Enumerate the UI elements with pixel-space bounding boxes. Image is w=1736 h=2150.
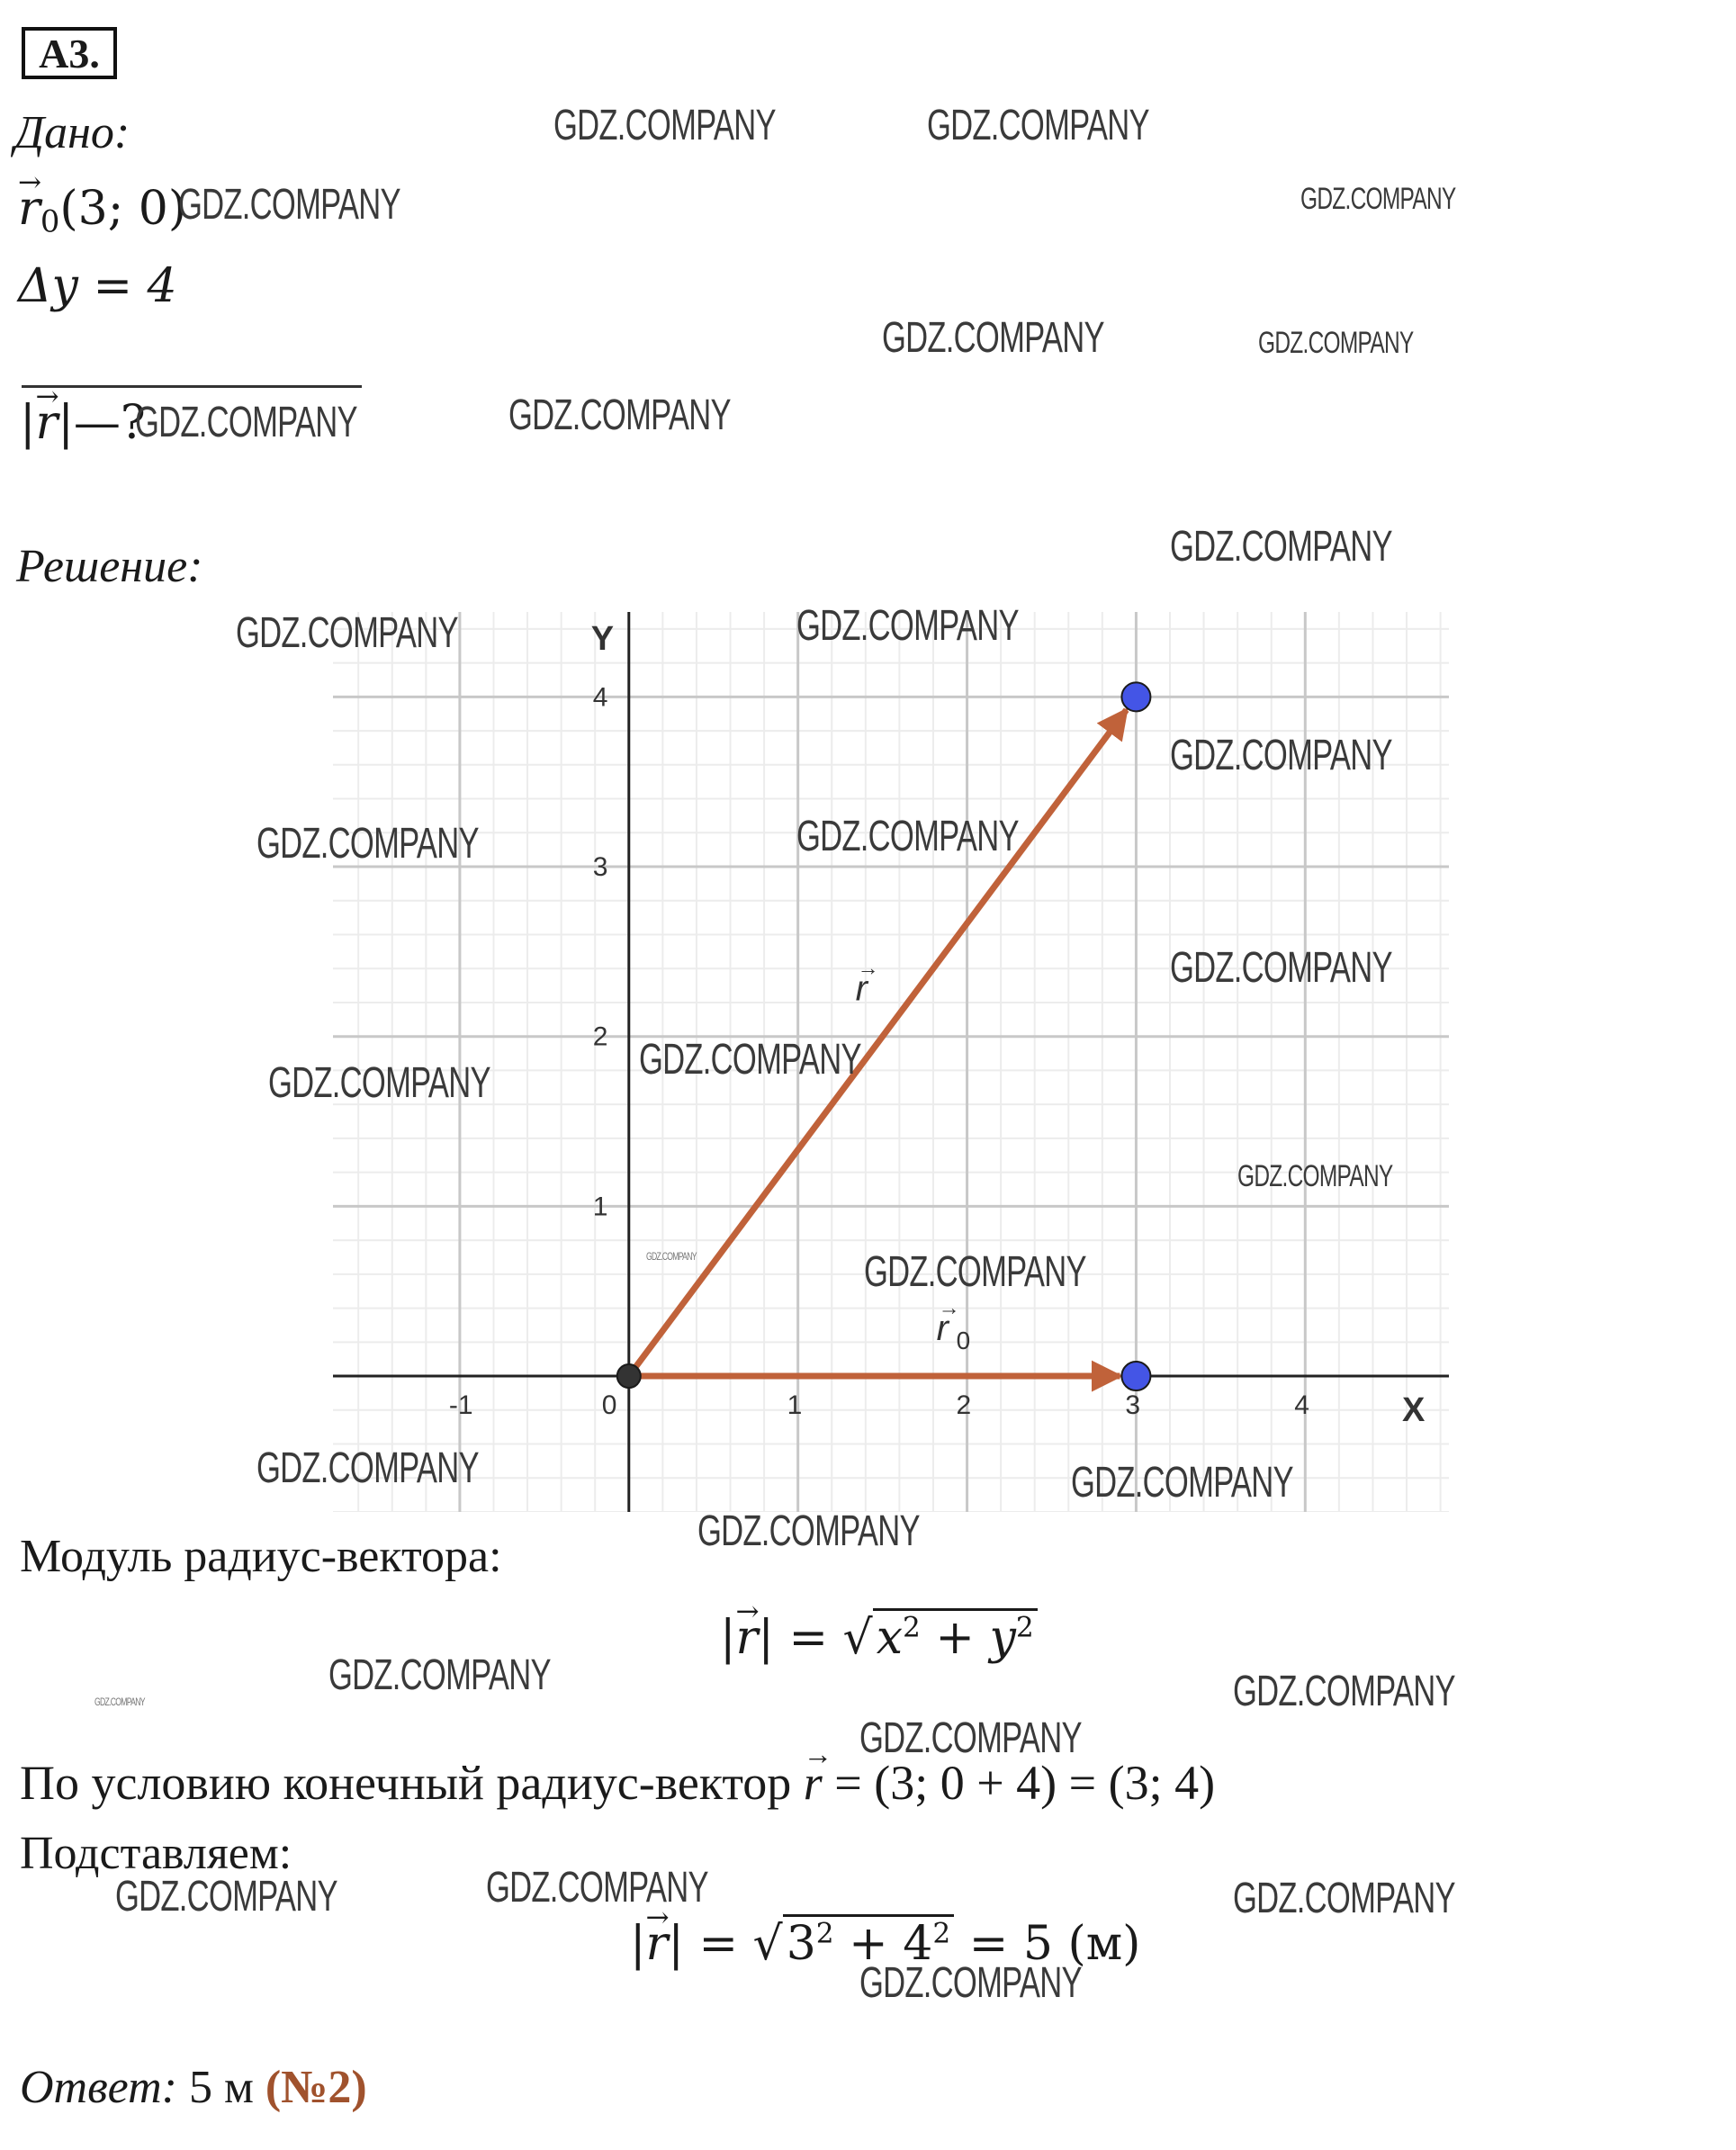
y-tick-label: 1 bbox=[592, 1192, 608, 1222]
watermark: GDZ.COMPANY bbox=[1300, 182, 1456, 216]
watermark: GDZ.COMPANY bbox=[796, 813, 1019, 860]
watermark: GDZ.COMPANY bbox=[328, 1651, 551, 1699]
given-divider bbox=[22, 385, 362, 388]
watermark: GDZ.COMPANY bbox=[639, 1036, 861, 1084]
y-tick-label: 4 bbox=[592, 682, 608, 713]
given-r0 bbox=[18, 182, 186, 238]
calc-base2: 4 bbox=[903, 1917, 933, 1971]
r0-vector-label: r bbox=[936, 1309, 949, 1349]
watermark: GDZ.COMPANY bbox=[1233, 1668, 1455, 1715]
given-label: Дано: bbox=[14, 107, 130, 158]
watermark: GDZ.COMPANY bbox=[646, 1250, 697, 1263]
x-tick-label: 3 bbox=[1125, 1390, 1141, 1421]
watermark: GDZ.COMPANY bbox=[927, 102, 1149, 149]
r-symbol-condition: → r bbox=[804, 1755, 823, 1811]
watermark: GDZ.COMPANY bbox=[256, 820, 479, 868]
formula-y: y bbox=[989, 1611, 1016, 1665]
watermark: GDZ.COMPANY bbox=[268, 1059, 490, 1107]
watermark: GDZ.COMPANY bbox=[697, 1507, 920, 1555]
watermark: GDZ.COMPANY bbox=[508, 391, 731, 439]
r-vector-label-arrow: → bbox=[857, 956, 879, 981]
watermark: GDZ.COMPANY bbox=[256, 1444, 479, 1492]
watermark: GDZ.COMPANY bbox=[115, 1873, 337, 1921]
point-end-r bbox=[1121, 682, 1150, 711]
sqrt-sign: √ bbox=[842, 1611, 873, 1665]
answer-line bbox=[20, 2061, 367, 2114]
r0-vector-label-arrow: → bbox=[938, 1296, 960, 1321]
r-symbol-find: → r bbox=[36, 396, 58, 450]
calc-exp1: 2 bbox=[815, 1917, 834, 1950]
point-origin bbox=[617, 1364, 641, 1388]
modulus-formula: |→ $r| = √x^2 + y^2$ bbox=[720, 1611, 1038, 1665]
substitute-label: Подставляем: bbox=[20, 1828, 292, 1879]
y-axis-label: Y bbox=[590, 620, 615, 658]
r0-coords: (3; 0) bbox=[59, 182, 187, 236]
solution-label: Решение: bbox=[16, 541, 203, 592]
formula-eq: | = bbox=[758, 1611, 843, 1665]
point-end-r0 bbox=[1121, 1362, 1150, 1390]
calc-result: = 5 (м) bbox=[954, 1917, 1141, 1971]
r-symbol-formula: → r bbox=[736, 1611, 759, 1665]
x-tick-label: -1 bbox=[448, 1390, 473, 1421]
calc-radicand: $3^2 + 4^2$ bbox=[783, 1914, 955, 1971]
watermark: GDZ.COMPANY bbox=[864, 1248, 1086, 1296]
r0-symbol: → r bbox=[18, 182, 40, 236]
r-symbol-calc: → r bbox=[646, 1917, 669, 1971]
formula-x: x bbox=[876, 1611, 904, 1665]
x-tick-label: 2 bbox=[956, 1390, 972, 1421]
r0-subscript: 0 bbox=[40, 203, 60, 239]
watermark: GDZ.COMPANY bbox=[882, 314, 1104, 362]
formula-plus: + bbox=[920, 1611, 990, 1665]
watermark: GDZ.COMPANY bbox=[1233, 1875, 1455, 1922]
watermark: GDZ.COMPANY bbox=[178, 181, 400, 229]
answer-ref: (№2) bbox=[265, 2062, 367, 2113]
sqrt-radicand bbox=[873, 1608, 1038, 1665]
watermark: GDZ.COMPANY bbox=[553, 102, 776, 149]
formula-x-exp: 2 bbox=[903, 1611, 921, 1644]
x-tick-label: 4 bbox=[1294, 1390, 1309, 1421]
condition-expr: = (3; 0 + 4) = (3; 4) bbox=[822, 1756, 1216, 1810]
calc-sqrt-sign: √ bbox=[752, 1917, 783, 1971]
x-axis-label: X bbox=[1402, 1391, 1426, 1430]
watermark: GDZ.COMPANY bbox=[1071, 1459, 1293, 1507]
formula-y-exp: 2 bbox=[1015, 1611, 1034, 1644]
watermark: GDZ.COMPANY bbox=[796, 602, 1019, 650]
watermark: GDZ.COMPANY bbox=[236, 609, 458, 657]
answer-value: 5 м bbox=[176, 2062, 265, 2113]
watermark: GDZ.COMPANY bbox=[1170, 944, 1392, 992]
y-tick-label: 3 bbox=[592, 852, 608, 883]
watermark: GDZ.COMPANY bbox=[1258, 326, 1414, 360]
y-tick-label: 2 bbox=[592, 1021, 608, 1052]
given-delta-y: Δy = 4 bbox=[18, 259, 177, 313]
condition-line bbox=[20, 1755, 1215, 1811]
calc-exp2: 2 bbox=[932, 1917, 951, 1950]
answer-label: Ответ: bbox=[20, 2062, 177, 2113]
r-vector-label: r bbox=[855, 968, 868, 1009]
x-tick-label: 0 bbox=[601, 1390, 617, 1421]
watermark: GDZ.COMPANY bbox=[135, 399, 357, 446]
watermark: GDZ.COMPANY bbox=[859, 1959, 1082, 2007]
calc-base1: 3 bbox=[786, 1917, 816, 1971]
condition-text: По условию конечный радиус-вектор bbox=[20, 1756, 804, 1810]
find-suffix: |—? bbox=[58, 396, 146, 450]
watermark: GDZ.COMPANY bbox=[1237, 1159, 1393, 1193]
watermark: GDZ.COMPANY bbox=[859, 1714, 1082, 1762]
r0-vector-label-subscript: 0 bbox=[956, 1327, 971, 1355]
find-line: |→ r|—? bbox=[20, 396, 146, 450]
calc-formula: |→ $r| = √3^2 + 4^2 = 5$ (м) bbox=[630, 1917, 1140, 1971]
watermark: GDZ.COMPANY bbox=[486, 1864, 708, 1912]
modulus-title: Модуль радиус-вектора: bbox=[20, 1531, 502, 1582]
watermark: GDZ.COMPANY bbox=[94, 1696, 145, 1708]
calc-eq: | = bbox=[668, 1917, 753, 1971]
watermark: GDZ.COMPANY bbox=[1170, 523, 1392, 571]
problem-number: А3. bbox=[22, 27, 117, 79]
watermark: GDZ.COMPANY bbox=[1170, 732, 1392, 779]
x-tick-label: 1 bbox=[787, 1390, 803, 1421]
